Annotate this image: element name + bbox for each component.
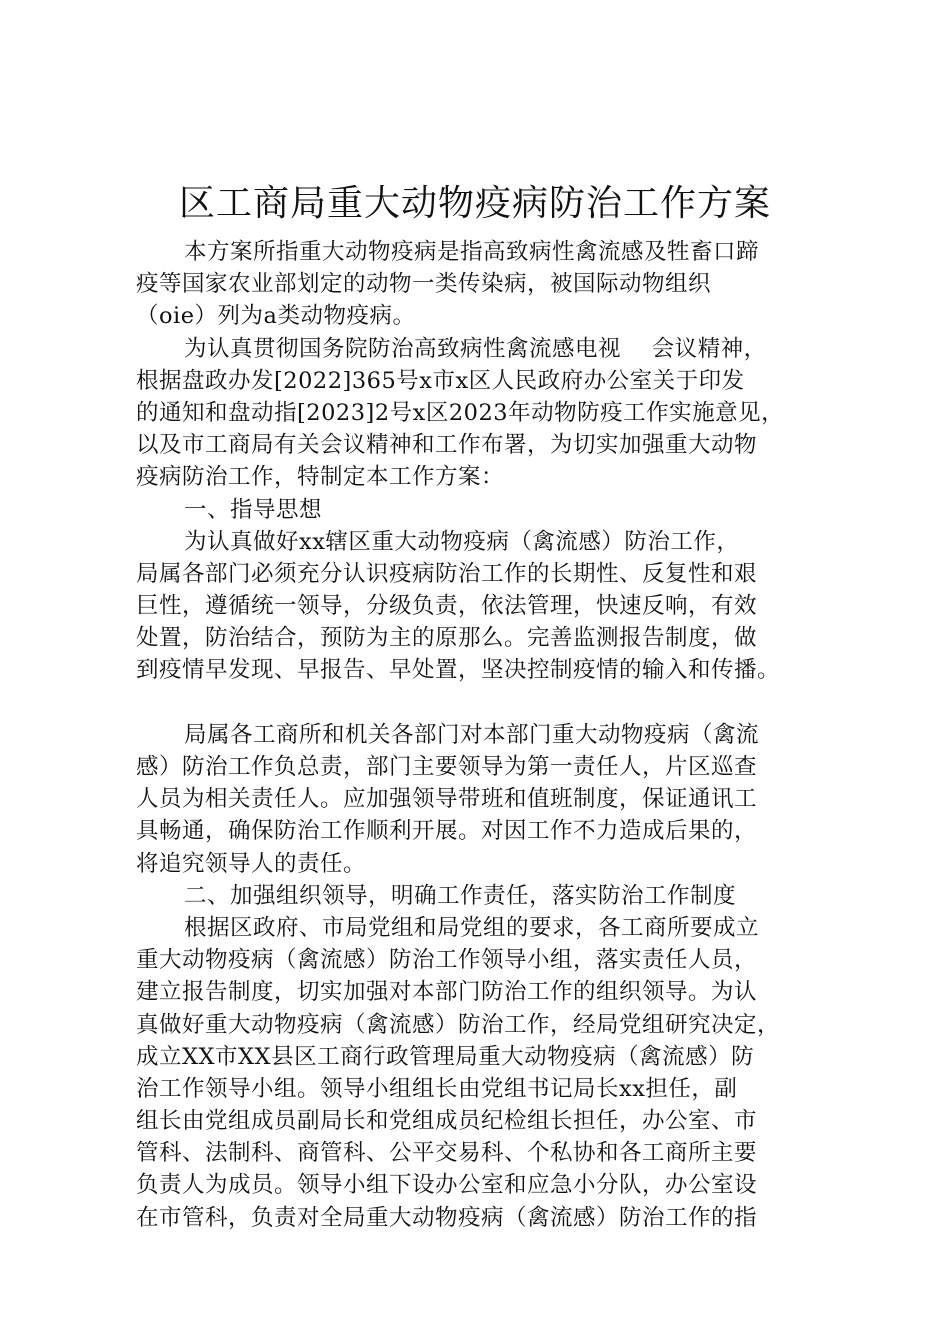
paragraph-scope [136, 236, 836, 333]
text-line: 局属各部门必须充分认识疫病防治工作的长期性、反复性和艰 [136, 560, 758, 587]
document-title: 区工商局重大动物疫病防治工作方案 [178, 183, 771, 224]
text-line: 人员为相关责任人。应加强领导带班和值班制度，保证通讯工 [136, 786, 758, 813]
text-line: 负责人为成员。领导小组下设办公室和应急小分队，办公室设 [136, 1172, 758, 1199]
section-heading-guiding-ideology [136, 494, 836, 526]
text-line: 重大动物疫病（禽流感）防治工作领导小组，落实责任人员， [136, 947, 758, 974]
text-line: 处置，防治结合，预防为主的原那么。完善监测报告制度，做 [136, 625, 758, 652]
text-line: 巨性，遵循统一领导，分级负责，依法管理，快速反响，有效 [136, 593, 758, 620]
text-line: 的通知和盘动指[2023]2号x区2023年动物防疫工作实施意见， [136, 399, 785, 426]
section-heading: 二、加强组织领导，明确工作责任，落实防治工作制度 [184, 882, 737, 909]
paragraph-gap [136, 687, 836, 719]
paragraph-basis [136, 333, 836, 494]
section-heading-organization [136, 880, 836, 912]
text-line: 管科、法制科、商管科、公平交易科、个私协和各工商所主要 [136, 1140, 758, 1167]
text-line: 疫等国家农业部划定的动物一类传染病，被国际动物组织 [136, 271, 712, 298]
text-line: 局属各工商所和机关各部门对本部门重大动物疫病（禽流 [184, 721, 760, 748]
text-line: 在市管科，负责对全局重大动物疫病（禽流感）防治工作的指 [136, 1204, 758, 1231]
text-line: 为认真做好xx辖区重大动物疫病（禽流感）防治工作， [184, 528, 740, 555]
text-line: 治工作领导小组。领导小组组长由党组书记局长xx担任，副 [136, 1075, 738, 1102]
paragraph-organization [136, 912, 836, 1234]
text-line: 到疫情早发现、早报告、早处置，坚决控制疫情的输入和传播。 [136, 657, 781, 684]
text-line: 成立XX市XX县区工商行政管理局重大动物疫病（禽流感）防 [136, 1043, 755, 1070]
text-line: （oie）列为a类动物疫病。 [136, 303, 416, 330]
text-line: 将追究领导人的责任。 [136, 850, 367, 877]
text-line: 根据区政府、市局党组和局党组的要求，各工商所要成立 [184, 914, 760, 941]
text-line: 本方案所指重大动物疫病是指高致病性禽流感及牲畜口蹄 [184, 239, 760, 265]
text-line: 根据盘政办发[2022]365号x市x区人民政府办公室关于印发 [136, 367, 745, 394]
text-line: 具畅通，确保防治工作顺利开展。对因工作不力造成后果的， [136, 818, 758, 845]
section-heading: 一、指导思想 [184, 496, 323, 523]
text-line: 为认真贯彻国务院防治高致病性禽流感电视 会议精神， [184, 335, 767, 362]
paragraph-responsibility [136, 719, 836, 880]
text-line: 以及市工商局有关会议精神和工作布署，为切实加强重大动物 [136, 432, 758, 459]
text-line: 建立报告制度，切实加强对本部门防治工作的组织领导。为认 [136, 979, 758, 1006]
text-line: 疫病防治工作，特制定本工作方案： [136, 464, 505, 491]
text-line: 真做好重大动物疫病（禽流感）防治工作，经局党组研究决定， [136, 1011, 781, 1038]
document-body [136, 236, 836, 1234]
text-line: 组长由党组成员副局长和党组成员纪检组长担任，办公室、市 [136, 1108, 758, 1135]
paragraph-guiding-ideology [136, 526, 836, 687]
text-line: 感）防治工作负总责，部门主要领导为第一责任人，片区巡查 [136, 754, 758, 780]
